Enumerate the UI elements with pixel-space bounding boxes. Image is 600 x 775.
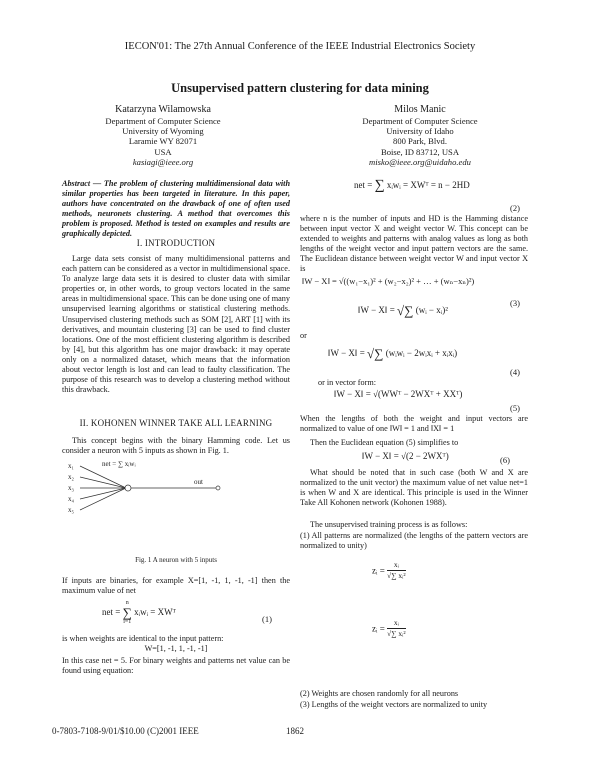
fig-neuron-node [125, 485, 131, 491]
fig-synapse-line [80, 477, 126, 488]
equation-4 [328, 346, 457, 362]
vector-form-text: or in vector form: [318, 378, 376, 387]
equation-3b [358, 303, 448, 319]
bipolar-paragraph-b: is when weights are identical to the input pattern: [62, 634, 224, 643]
author-block-2 [335, 104, 505, 167]
training-intro: The unsupervised training process is as follows: [310, 520, 468, 529]
eq7b-numerator: xᵢ [387, 618, 406, 629]
figure-caption: Fig. 1 A neuron with 5 inputs [135, 556, 217, 564]
kohonen-paragraph: This concept begins with the binary Hamming code. Let us consider a neuron with 5 inputs as shown in Fig. 1. [62, 436, 290, 456]
fig-output-node [216, 486, 220, 490]
eq1-lhs: net = [102, 607, 121, 618]
author-email[interactable]: misko@ieee.org@uidaho.edu [369, 156, 471, 167]
author-affiliation: University of Idaho [386, 126, 454, 137]
equation-4-number: (4) [510, 367, 520, 377]
abstract-text: The problem of clustering multidimensional data with similar properties has been targeted in literature. In this paper, authors have concentrated on the drawback of one of often used methods, neuronets clustering. A method that overcomes this problem is proposed. Method is tested on examples and results are graphically depicted. [62, 179, 291, 239]
footer-copyright: 0-7803-7108-9/01/$10.00 (C)2001 IEEE [52, 726, 199, 736]
author-affiliation: Laramie WY 82071 [128, 136, 198, 147]
section-heading-intro: I. INTRODUCTION [136, 238, 216, 248]
author-block-1 [78, 104, 248, 167]
sqrt-sum-icon: √∑ [397, 303, 414, 318]
equation-6: ‖W − X‖ = √(2 − 2WXᵀ) [362, 451, 449, 461]
equation-7a [372, 560, 406, 581]
bipolar-paragraph-c: In this case net = 5. For binary weights and patterns net value can be found using equation: [62, 656, 290, 676]
fig-synapse-line [80, 488, 126, 510]
bipolar-paragraph-a: If inputs are binaries, for example X=[1, -1, 1, -1, -1] then the maximum value of net [62, 576, 290, 596]
eq7a-numerator: xᵢ [387, 560, 406, 571]
eq7b-fraction [387, 618, 406, 639]
normalized-paragraph: When the lengths of both the weight and input vectors are normalized to value of one ‖W‖ = 1 and ‖X‖ = 1 [300, 414, 528, 434]
conference-header: IECON'01: The 27th Annual Conference of the IEEE Industrial Electronics Society [124, 41, 476, 52]
equation-3-number: (3) [510, 298, 520, 308]
author-affiliation: 800 Park, Blvd. [393, 136, 447, 147]
weights-line: W=[1, -1, 1, -1, -1] [144, 644, 208, 653]
equation-3a: ‖W − X‖ = √((w₁−x₁)² + (w₂−x₂)² + … + (wₙ−xₙ)²) [302, 276, 475, 286]
footer-page-number: 1862 [286, 726, 304, 736]
sigma-icon: ∑ [374, 178, 385, 193]
fig-net-label: net = ∑ xᵢwᵢ [102, 460, 136, 468]
intro-paragraph: Large data sets consist of many multidimensional patterns and each pattern can be considered as a vector in multidimensional space. To analyze large data sets it is desired to cluster data with similar properties or, in other words, to group vectors located in the same areas in multidimensional space. This can be done using one of many unsupervised learning algorithms or statistical clustering methods. Unsupervised clustering methods such as SOM [2], ART [1] with its derivatives, and mountain clustering [3] can be used to find cluster locations. One of the most efficient clustering algorithm is described by [4], but this algorithm has one major drawback: it may operate only on a normalized dataset, which means that the information about vector length is lost and can lead to faulty classification. The purpose of this research was to develop a clustering method without this drawback. [62, 254, 290, 395]
eq7a-denominator: √∑ xᵢ² [387, 571, 406, 580]
sqrt-sum-icon: √∑ [367, 346, 384, 361]
equation-6-number: (6) [500, 455, 510, 465]
fig-synapse-line [80, 466, 126, 488]
author-affiliation: USA [154, 146, 172, 157]
fig-input-label: x₃ [68, 484, 74, 492]
eq1-sum [123, 600, 132, 626]
figure-neuron-diagram [66, 458, 226, 530]
eq7b-lhs: zᵢ = [372, 623, 385, 634]
eq3b-rhs: (wᵢ − xᵢ)² [415, 305, 448, 316]
equation-2 [354, 178, 470, 194]
winner-take-all-paragraph: What should be noted that in such case (both W and X are normalized to the unit vector) the maximum value of net value net=1 is when W and X are identical. This principle is used in the Winner Take All Kohonen network (Kohonen 1988). [300, 468, 528, 508]
eq7a-lhs: zᵢ = [372, 565, 385, 576]
paper-title: Unsupervised pattern clustering for data mining [171, 81, 429, 95]
author-email[interactable]: kasiagi@ieee.org [132, 156, 194, 167]
fig-output-label: out [194, 478, 203, 486]
equation-5: ‖W − X‖ = √(WWᵀ − 2WXᵀ + XXᵀ) [334, 389, 463, 399]
eq1-sum-top: n [125, 600, 129, 606]
equation-1-number: (1) [262, 614, 272, 624]
eq7b-denominator: √∑ xᵢ² [387, 629, 406, 638]
hamming-paragraph: where n is the number of inputs and HD is the Hamming distance between input vector X and weight vector W. This concept can be extended to weights and patterns with analog values as long as both lengths of the weight vector and input pattern vectors are the same. The Euclidean distance between weight vector W and input vector X is [300, 214, 528, 274]
eq4-rhs: (wᵢwᵢ − 2wᵢxᵢ + xᵢxᵢ) [385, 348, 458, 359]
author-affiliation: Department of Computer Science [362, 116, 478, 126]
eq2-lhs: net = [354, 180, 373, 191]
training-step-3: (3) Lengths of the weight vectors are normalized to unity [300, 700, 488, 709]
training-step-2: (2) Weights are chosen randomly for all neurons [300, 689, 459, 698]
fig-input-label: x₂ [68, 473, 74, 481]
equation-7b [372, 618, 406, 639]
abstract: Abstract — The problem of clustering multidimensional data with similar properties has been targeted in literature. In this paper, authors have concentrated on the drawback of one of often used methods, neuronets clustering. A method that overcomes this problem is proposed. Method is tested on examples and results are graphically depicted. [62, 179, 291, 239]
eq3b-lhs: ‖W − X‖ = [358, 305, 395, 316]
equation-5-number: (5) [510, 403, 520, 413]
eq2-rhs: xᵢwᵢ = XWᵀ = n − 2HD [386, 180, 470, 191]
equation-1 [102, 600, 176, 626]
author-affiliation: University of Wyoming [122, 126, 204, 137]
author-affiliation: Department of Computer Science [105, 116, 221, 126]
author-name: Katarzyna Wilamowska [115, 104, 211, 115]
abstract-label: Abstract [62, 179, 91, 188]
training-step-1: (1) All patterns are normalized (the lengths of the pattern vectors are normalized to unity) [300, 531, 528, 551]
eq4-lhs: ‖W − X‖ = [328, 348, 365, 359]
simplifies-text: Then the Euclidean equation (5) simplifies to [310, 438, 459, 447]
author-affiliation: Boise, ID 83712, USA [380, 146, 460, 157]
fig-input-label: x₅ [68, 506, 74, 514]
equation-2-number: (2) [510, 203, 520, 213]
or-text: or [300, 331, 307, 340]
author-name: Milos Manic [394, 104, 446, 115]
eq7a-fraction [387, 560, 406, 581]
eq1-rhs: xᵢwᵢ = XWᵀ [134, 607, 176, 618]
fig-input-label: x₁ [68, 462, 74, 470]
section-heading-kohonen: II. KOHONEN WINNER TAKE ALL LEARNING [79, 418, 273, 428]
sigma-icon: ∑ [122, 605, 132, 620]
eq1-sum-bottom: i=1 [123, 619, 132, 625]
fig-synapse-line [80, 488, 126, 499]
fig-input-label: x₄ [68, 495, 74, 503]
